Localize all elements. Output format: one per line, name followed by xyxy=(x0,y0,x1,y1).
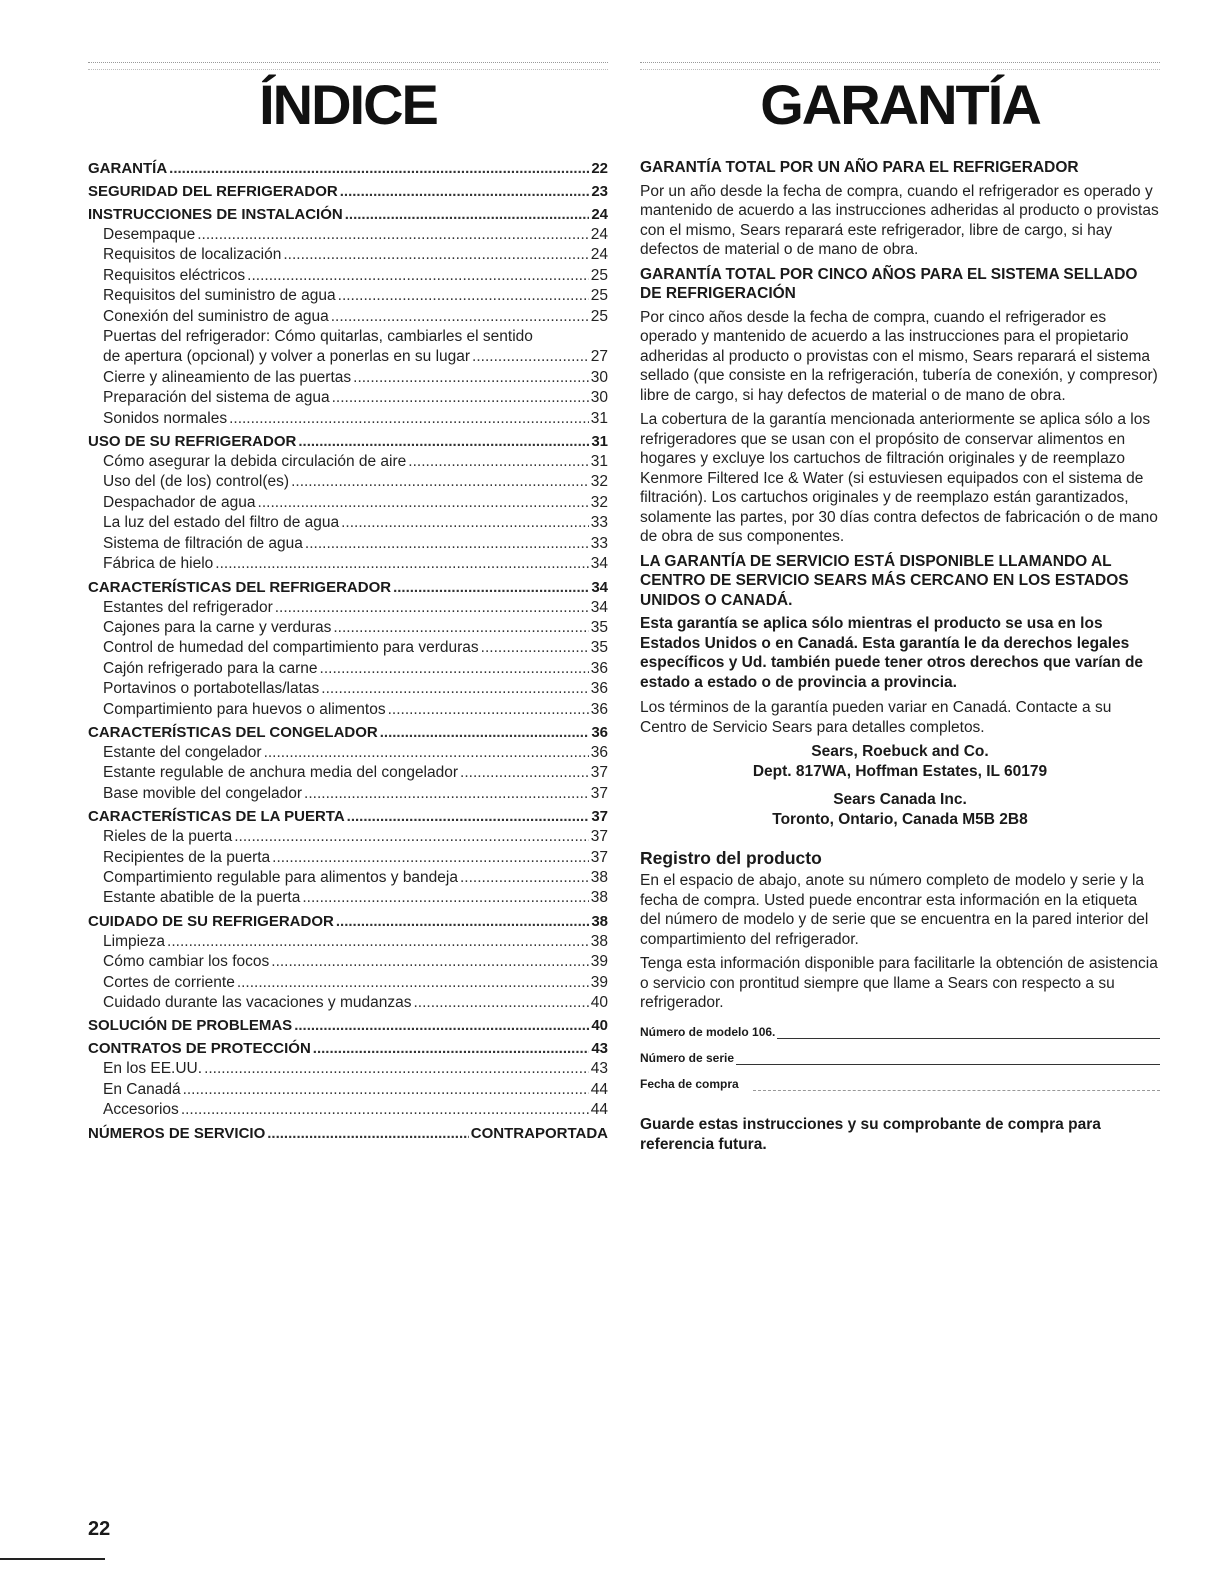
toc-section xyxy=(88,911,608,932)
toc-item xyxy=(88,993,608,1013)
toc-section xyxy=(88,1123,608,1144)
toc-label: Recipientes de la puerta xyxy=(103,848,271,866)
toc-page-number: 44 xyxy=(590,1101,608,1119)
toc-section xyxy=(88,181,608,202)
toc-item xyxy=(88,932,608,952)
toc-page-number: 43 xyxy=(590,1060,608,1078)
toc-page-number: 24 xyxy=(590,246,608,264)
toc-section xyxy=(88,1015,608,1036)
toc-label: SOLUCIÓN DE PROBLEMAS xyxy=(88,1017,293,1035)
toc-leader-dots xyxy=(472,347,589,367)
toc-page-number: 32 xyxy=(590,493,608,511)
toc-label: La luz del estado del filtro de agua xyxy=(103,514,340,532)
toc-item xyxy=(88,1059,608,1079)
five-year-warranty-heading: GARANTÍA TOTAL POR CINCO AÑOS PARA EL SISTEMA SELLADO DE REFRIGERACIÓN xyxy=(640,265,1138,302)
toc-page-number: 22 xyxy=(591,160,608,177)
toc-label: CARACTERÍSTICAS DEL CONGELADOR xyxy=(88,723,378,741)
toc-page-number: 36 xyxy=(590,700,608,718)
toc-item xyxy=(88,245,608,265)
footer-rule xyxy=(0,1558,105,1560)
toc-page-number: 37 xyxy=(590,848,608,866)
toc-leader-dots xyxy=(320,659,589,679)
toc-label: CARACTERÍSTICAS DE LA PUERTA xyxy=(88,808,345,826)
toc-label: SEGURIDAD DEL REFRIGERADOR xyxy=(88,183,338,200)
toc-leader-dots xyxy=(183,1080,589,1100)
toc-item xyxy=(88,1080,608,1100)
toc-page-number: 30 xyxy=(590,389,608,407)
toc-item xyxy=(88,888,608,908)
toc-page-number: 37 xyxy=(590,784,608,802)
toc-item xyxy=(88,679,608,699)
toc-page-number: 44 xyxy=(590,1080,608,1098)
toc-label: Cierre y alineamiento de las puertas xyxy=(103,368,352,386)
toc-page-number: 36 xyxy=(590,743,608,761)
toc-page-number: 37 xyxy=(591,808,608,826)
toc-label: Cajón refrigerado para la carne xyxy=(103,659,318,677)
toc-page-number: 36 xyxy=(591,723,608,741)
toc-label: Requisitos del suministro de agua xyxy=(103,287,336,305)
toc-item xyxy=(88,513,608,533)
sears-canada-address: Sears Canada Inc. Toronto, Ontario, Canada M5B 2B8 xyxy=(772,791,1028,828)
toc-leader-dots xyxy=(393,577,589,598)
toc-label: Accesorios xyxy=(103,1101,179,1119)
toc-label: Cuidado durante las vacaciones y mudanzas xyxy=(103,994,412,1011)
toc-leader-dots xyxy=(388,700,589,720)
toc-item xyxy=(88,848,608,868)
toc-section xyxy=(88,806,608,827)
toc-leader-dots xyxy=(271,952,588,972)
toc-item xyxy=(88,952,608,972)
toc-leader-dots xyxy=(332,388,589,408)
toc-page-number: 31 xyxy=(590,409,608,427)
toc-leader-dots xyxy=(247,266,589,286)
toc-page-number: 25 xyxy=(590,266,608,284)
toc-label: Fábrica de hielo xyxy=(103,555,214,573)
toc-item xyxy=(88,388,608,408)
warranty-column xyxy=(640,62,1160,1155)
toc-leader-dots xyxy=(353,368,589,388)
toc-page-number: 34 xyxy=(590,598,608,616)
toc-page-number: 31 xyxy=(590,453,608,471)
one-year-warranty-text: Por un año desde la fecha de compra, cuando el refrigerador es operado y mantenido de acuerdo a las instrucciones adheridas al producto o provistas con el mismo, Sears reparará este refrigerador, libre de cargo, si hay defectos de material o de mano de obra. xyxy=(640,182,1159,258)
toc-leader-dots xyxy=(460,868,589,888)
toc-leader-dots xyxy=(204,1059,589,1079)
toc-item xyxy=(88,743,608,763)
one-year-warranty-heading: GARANTÍA TOTAL POR UN AÑO PARA EL REFRIGERADOR xyxy=(640,159,1079,176)
toc-page-number: 33 xyxy=(590,534,608,552)
toc-label: Requisitos eléctricos xyxy=(103,266,246,284)
toc-section xyxy=(88,431,608,452)
toc-leader-dots xyxy=(302,888,588,908)
toc-label: Desempaque xyxy=(103,226,196,243)
toc-leader-dots xyxy=(258,493,589,513)
toc-page-number: 39 xyxy=(590,953,608,971)
toc-leader-dots xyxy=(275,598,589,618)
toc-label: INSTRUCCIONES DE INSTALACIÓN xyxy=(88,206,343,223)
toc-page-number: 35 xyxy=(590,639,608,657)
toc-page-number: 36 xyxy=(590,680,608,698)
toc-leader-dots xyxy=(321,679,588,699)
toc-page-number: 34 xyxy=(590,555,608,573)
toc-item xyxy=(88,452,608,472)
toc-label: Estante del congelador xyxy=(103,743,262,761)
toc-label: Cómo cambiar los focos xyxy=(103,953,270,971)
toc-leader-dots xyxy=(237,973,589,993)
toc-label: Compartimiento regulable para alimentos y bandeja xyxy=(103,868,458,886)
toc-label: Despachador de agua xyxy=(103,493,256,511)
toc-label: Cajones para la carne y verduras xyxy=(103,618,332,636)
toc-item xyxy=(88,534,608,554)
toc-leader-dots xyxy=(345,204,590,225)
service-availability-heading: LA GARANTÍA DE SERVICIO ESTÁ DISPONIBLE LLAMANDO AL CENTRO DE SERVICIO SEARS MÁS CERCANO EN LOS ESTADOS UNIDOS O CANADÁ. xyxy=(640,552,1129,609)
top-divider xyxy=(88,62,608,70)
toc-leader-dots xyxy=(169,158,589,179)
toc-item xyxy=(88,973,608,993)
keep-instructions-note: Guarde estas instrucciones y su comprobante de compra para referencia futura. xyxy=(640,1115,1101,1153)
toc-label: de apertura (opcional) y volver a ponerlas en su lugar xyxy=(103,348,471,366)
toc-page-number: 38 xyxy=(591,912,608,930)
toc-label: Preparación del sistema de agua xyxy=(103,389,330,407)
toc-leader-dots xyxy=(167,932,589,952)
toc-leader-dots xyxy=(413,993,588,1013)
toc-label: Base movible del congelador xyxy=(103,784,303,802)
toc-item xyxy=(88,493,608,513)
toc-item xyxy=(88,763,608,783)
toc-item xyxy=(88,638,608,658)
toc-item xyxy=(88,618,608,638)
toc-section xyxy=(88,722,608,743)
canada-terms-text: Los términos de la garantía pueden variar en Canadá. Contacte a su Centro de Servicio Sears para detalles completos. xyxy=(640,699,1112,736)
toc-leader-dots xyxy=(341,513,589,533)
toc-leader-dots xyxy=(460,763,589,783)
toc-leader-dots xyxy=(294,1015,589,1036)
toc-label: CARACTERÍSTICAS DEL REFRIGERADOR xyxy=(88,578,392,596)
toc-item xyxy=(88,225,608,245)
toc-page-number: 23 xyxy=(591,183,608,200)
toc-page-number: 25 xyxy=(590,307,608,325)
toc-leader-dots xyxy=(333,618,588,638)
toc-item xyxy=(88,286,608,306)
toc-leader-dots xyxy=(264,743,589,763)
model-number-field[interactable]: Número de modelo 106. xyxy=(640,1025,1160,1039)
toc-leader-dots xyxy=(234,827,589,847)
toc-page-number: 38 xyxy=(590,868,608,886)
toc-leader-dots xyxy=(215,554,588,574)
toc-label: CONTRATOS DE PROTECCIÓN xyxy=(88,1040,311,1058)
toc-section xyxy=(88,577,608,598)
toc-leader-dots xyxy=(347,806,590,827)
toc-label: Portavinos o portabotellas/latas xyxy=(103,680,320,698)
toc-leader-dots xyxy=(291,472,589,492)
purchase-date-field[interactable]: Fecha de compra xyxy=(640,1077,1160,1091)
toc-leader-dots xyxy=(481,638,589,658)
toc-label: Conexión del suministro de agua xyxy=(103,307,329,325)
toc-label: En Canadá xyxy=(103,1080,181,1098)
toc-label: Estante abatible de la puerta xyxy=(103,889,301,907)
toc-leader-dots xyxy=(331,307,589,327)
toc-page-number: 40 xyxy=(590,994,608,1011)
toc-page-number: 39 xyxy=(590,973,608,991)
toc-item xyxy=(88,368,608,388)
toc-item xyxy=(88,554,608,574)
toc-label: Estante regulable de anchura media del congelador xyxy=(103,764,459,782)
toc-leader-dots xyxy=(283,245,588,265)
toc-label: Sistema de filtración de agua xyxy=(103,534,303,552)
toc-label: En los EE.UU. xyxy=(103,1060,203,1078)
toc-label: Estantes del refrigerador xyxy=(103,598,273,616)
toc-label: Cortes de corriente xyxy=(103,973,235,991)
product-registration-title: Registro del producto xyxy=(640,848,822,868)
toc-item xyxy=(88,347,608,367)
toc-leader-dots xyxy=(338,286,589,306)
toc-page-number: 37 xyxy=(590,764,608,782)
toc-leader-dots xyxy=(267,1123,469,1144)
toc-leader-dots xyxy=(304,784,589,804)
coverage-text: La cobertura de la garantía mencionada anteriormente se aplica sólo a los refrigeradores que se usan con el propósito de conservar alimentos en hogares y excluye los cartuchos de filtración originales y de reemplazo Kenmore Filtered Ice & Water (si estuviesen equipados con el sistema de filtración). Los cartuchos originales y de reemplazo están garantizados, solamente las partes, por 30 días contra defectos de fabricación o de mano de obra de sus componentes. xyxy=(640,411,1158,545)
toc-item xyxy=(88,827,608,847)
five-year-warranty-text: Por cinco años desde la fecha de compra, cuando el refrigerador es operado y mantenido de acuerdo a las instrucciones para el propietario adheridas al producto o provistas con el mismo, Sears reparará el sistema sellado (que consiste en la refrigeración, tubería de conexión, y compresor) libre de cargo, si hay defectos de material o de mano de obra. xyxy=(640,308,1158,404)
toc-label: USO DE SU REFRIGERADOR xyxy=(88,433,297,451)
toc-leader-dots xyxy=(408,452,588,472)
toc-item: Puertas del refrigerador: Cómo quitarlas, cambiarles el sentido xyxy=(103,328,533,346)
toc-label: CUIDADO DE SU REFRIGERADOR xyxy=(88,912,334,930)
toc-page-number: 33 xyxy=(590,514,608,532)
toc-page-number: CONTRAPORTADA xyxy=(470,1124,608,1142)
toc-label: Compartimiento para huevos o alimentos xyxy=(103,700,386,718)
toc-leader-dots xyxy=(305,534,589,554)
toc-item xyxy=(88,307,608,327)
toc-label: Uso del (de los) control(es) xyxy=(103,473,290,491)
toc-item xyxy=(88,784,608,804)
toc-page-number: 38 xyxy=(590,889,608,907)
warranty-title: GARANTÍA xyxy=(760,73,1040,136)
toc-item xyxy=(88,659,608,679)
toc-page-number: 25 xyxy=(590,287,608,305)
registration-note: Tenga esta información disponible para facilitarle la obtención de asistencia o servicio con prontitud siempre que llame a Sears con respecto a su refrigerador. xyxy=(640,955,1158,1011)
toc-section xyxy=(88,1038,608,1059)
toc-leader-dots xyxy=(272,848,589,868)
serial-number-field[interactable]: Número de serie xyxy=(640,1051,1160,1065)
toc-label: Control de humedad del compartimiento para verduras xyxy=(103,639,479,657)
toc-page-number: 38 xyxy=(590,932,608,950)
toc-label: GARANTÍA xyxy=(88,160,168,177)
toc-leader-dots xyxy=(298,431,589,452)
index-column xyxy=(88,62,608,1144)
toc-page-number: 40 xyxy=(591,1017,608,1035)
legal-rights-text: Esta garantía se aplica sólo mientras el producto se usa en los Estados Unidos o en Canadá. Esta garantía le da derechos legales específicos y Ud. también puede tener otros derechos que varían de estado a estado o de provincia a provincia. xyxy=(640,615,1144,691)
toc-page-number: 24 xyxy=(590,226,608,243)
toc-leader-dots xyxy=(197,225,589,245)
toc-page-number: 35 xyxy=(590,618,608,636)
toc-item xyxy=(88,409,608,429)
toc-section xyxy=(88,204,608,225)
toc-leader-dots xyxy=(181,1100,589,1120)
toc-label: Requisitos de localización xyxy=(103,246,282,264)
toc-page-number: 34 xyxy=(591,578,608,596)
toc-page-number: 36 xyxy=(590,659,608,677)
toc-label: Limpieza xyxy=(103,932,166,950)
toc-item xyxy=(88,1100,608,1120)
toc-page-number: 24 xyxy=(591,206,608,223)
toc-leader-dots xyxy=(380,722,590,743)
toc-label: Sonidos normales xyxy=(103,409,228,427)
toc-item xyxy=(88,868,608,888)
toc-page-number: 32 xyxy=(590,473,608,491)
toc-item xyxy=(88,266,608,286)
toc-label: Cómo asegurar la debida circulación de aire xyxy=(103,453,407,471)
toc-item xyxy=(88,472,608,492)
toc-label: Rieles de la puerta xyxy=(103,828,233,846)
toc-label: NÚMEROS DE SERVICIO xyxy=(88,1124,266,1142)
toc-page-number: 27 xyxy=(590,348,608,366)
sears-us-address: Sears, Roebuck and Co. Dept. 817WA, Hoffman Estates, IL 60179 xyxy=(752,743,1048,780)
toc-leader-dots xyxy=(313,1038,590,1059)
toc-leader-dots xyxy=(229,409,589,429)
registration-text: En el espacio de abajo, anote su número completo de modelo y serie y la fecha de compra. Usted puede encontrar esta información en la etiqueta del número de modelo y de serie que se encuentra en la pared interior del compartimiento del refrigerador. xyxy=(640,872,1149,948)
toc-page-number: 37 xyxy=(590,828,608,846)
toc-page-number: 30 xyxy=(590,368,608,386)
index-title: ÍNDICE xyxy=(259,73,437,136)
table-of-contents xyxy=(88,158,608,1144)
toc-leader-dots xyxy=(336,911,589,932)
toc-page-number: 31 xyxy=(591,433,608,451)
toc-item xyxy=(88,598,608,618)
top-divider xyxy=(640,62,1160,70)
toc-leader-dots xyxy=(340,181,590,202)
page-number: 22 xyxy=(88,1518,111,1540)
toc-page-number: 43 xyxy=(591,1040,608,1058)
toc-item xyxy=(88,700,608,720)
toc-section xyxy=(88,158,608,179)
